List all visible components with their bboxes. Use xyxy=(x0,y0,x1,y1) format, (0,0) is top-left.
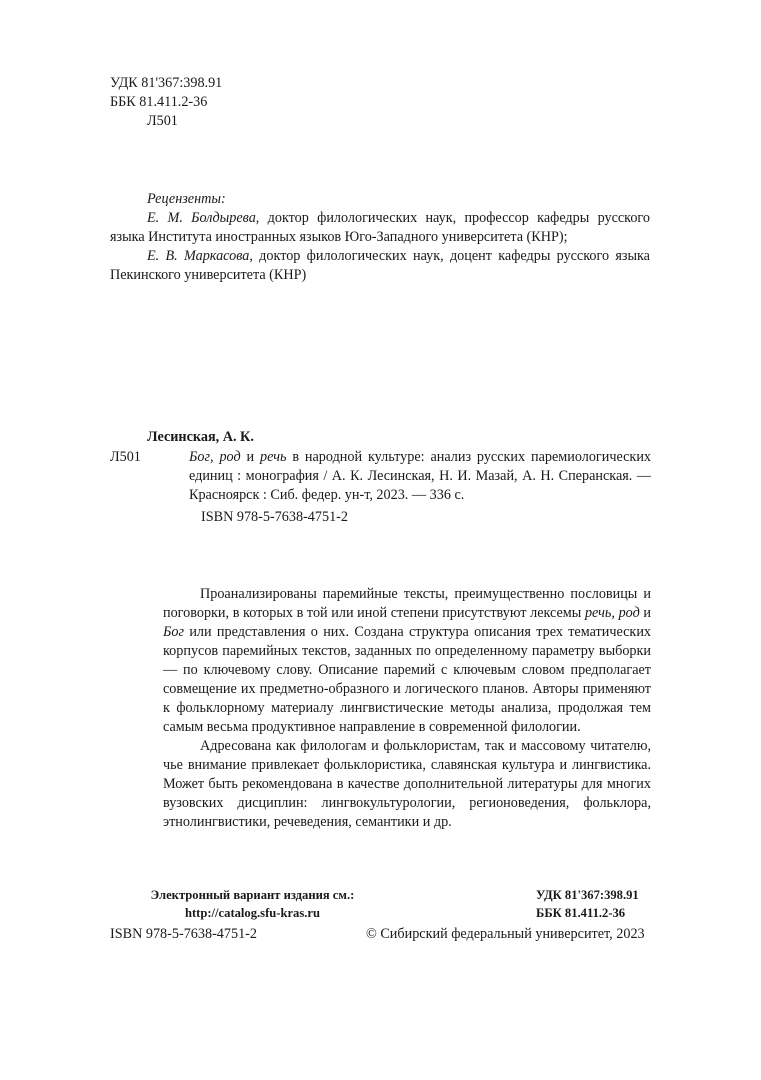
electronic-edition-url: http://catalog.sfu-kras.ru xyxy=(184,906,321,920)
catalog-description xyxy=(189,448,651,505)
reviewers-heading: Рецензенты: xyxy=(147,191,226,207)
electronic-edition-label: Электронный вариант издания см.: xyxy=(150,888,355,902)
catalog-code: Л501 xyxy=(110,449,141,465)
electronic-edition-note xyxy=(145,886,360,922)
title-word-2: род xyxy=(219,449,241,465)
annotation-text-b: или представления о них. Создана структура описания трех тематических корпусов паремийных текстов, заданных по определенному параметру выборки — по ключевому слову. Описание паремий с ключевым словом предполагает совмещение их предметно-образного и логического планов. Авторы применяют к фольклорному материалу лингвистические методы анализа, продолжая тем самым весьма продуктивное направление в современной филологии. xyxy=(163,624,651,735)
title-word-1: Бог xyxy=(189,449,210,465)
footer-udk: УДК 81'367:398.91 xyxy=(536,888,639,902)
catalog-author: Лесинская, А. К. xyxy=(147,429,254,445)
annotation-text-a: Проанализированы паремийные тексты, преимущественно пословицы и поговорки, в которых в той или иной степени присутствуют лексемы xyxy=(163,586,651,621)
footer-codes xyxy=(536,886,639,922)
footer-bbk: ББК 81.411.2-36 xyxy=(536,906,626,920)
annotation xyxy=(163,585,651,832)
keyword-separator-1: , xyxy=(611,605,619,621)
keyword-2: род xyxy=(618,605,640,621)
keyword-3: Бог xyxy=(163,624,184,640)
udk-code: УДК 81'367:398.91 xyxy=(110,75,223,91)
annotation-paragraph-2: Адресована как филологам и фольклористам, так и массовому читателю, чье внимание привлекает фольклористика, славянская культура и лингвистика. Может быть рекомендована в качестве дополнительной литературы для многих вузовских дисциплин: лингвокультурологии, регионоведения, фольклора, этнолингвистики, речеведения, семантики и др. xyxy=(163,738,651,830)
annotation-paragraph-1 xyxy=(163,585,651,737)
author-sign: Л501 xyxy=(147,113,178,129)
reviewer-2 xyxy=(110,247,650,285)
copyright-notice: © Сибирский федеральный университет, 2023 xyxy=(366,926,645,942)
keyword-separator-2: и xyxy=(639,605,651,621)
catalog-body-text: в народной культуре: анализ русских паремиологических единиц : монография / А. К. Лесинская, Н. И. Мазай, А. Н. Сперанская. — Красноярск : Сиб. федер. ун-т, 2023. — 336 с. xyxy=(189,449,652,503)
title-word-3: речь xyxy=(260,449,287,465)
reviewer-1 xyxy=(110,209,650,247)
reviewers-block xyxy=(110,190,650,285)
bbk-code: ББК 81.411.2-36 xyxy=(110,94,208,110)
reviewer-2-name: Е. В. Маркасова xyxy=(147,248,250,264)
classification-codes xyxy=(110,74,222,131)
catalog-isbn: ISBN 978-5-7638-4751-2 xyxy=(201,509,348,525)
reviewer-2-description: , доктор филологических наук, доцент кафедры русского языка Пекинского университета (КНР) xyxy=(110,248,650,283)
keyword-1: речь xyxy=(584,605,612,621)
bottom-isbn: ISBN 978-5-7638-4751-2 xyxy=(110,926,257,942)
reviewer-1-description: , доктор филологических наук, профессор кафедры русского языка Института иностранных языков Юго-Западного университета (КНР); xyxy=(110,210,650,245)
title-separator-2: и xyxy=(240,449,260,465)
reviewer-1-name: Е. М. Болдырева xyxy=(147,210,256,226)
title-separator-1: , xyxy=(210,449,220,465)
